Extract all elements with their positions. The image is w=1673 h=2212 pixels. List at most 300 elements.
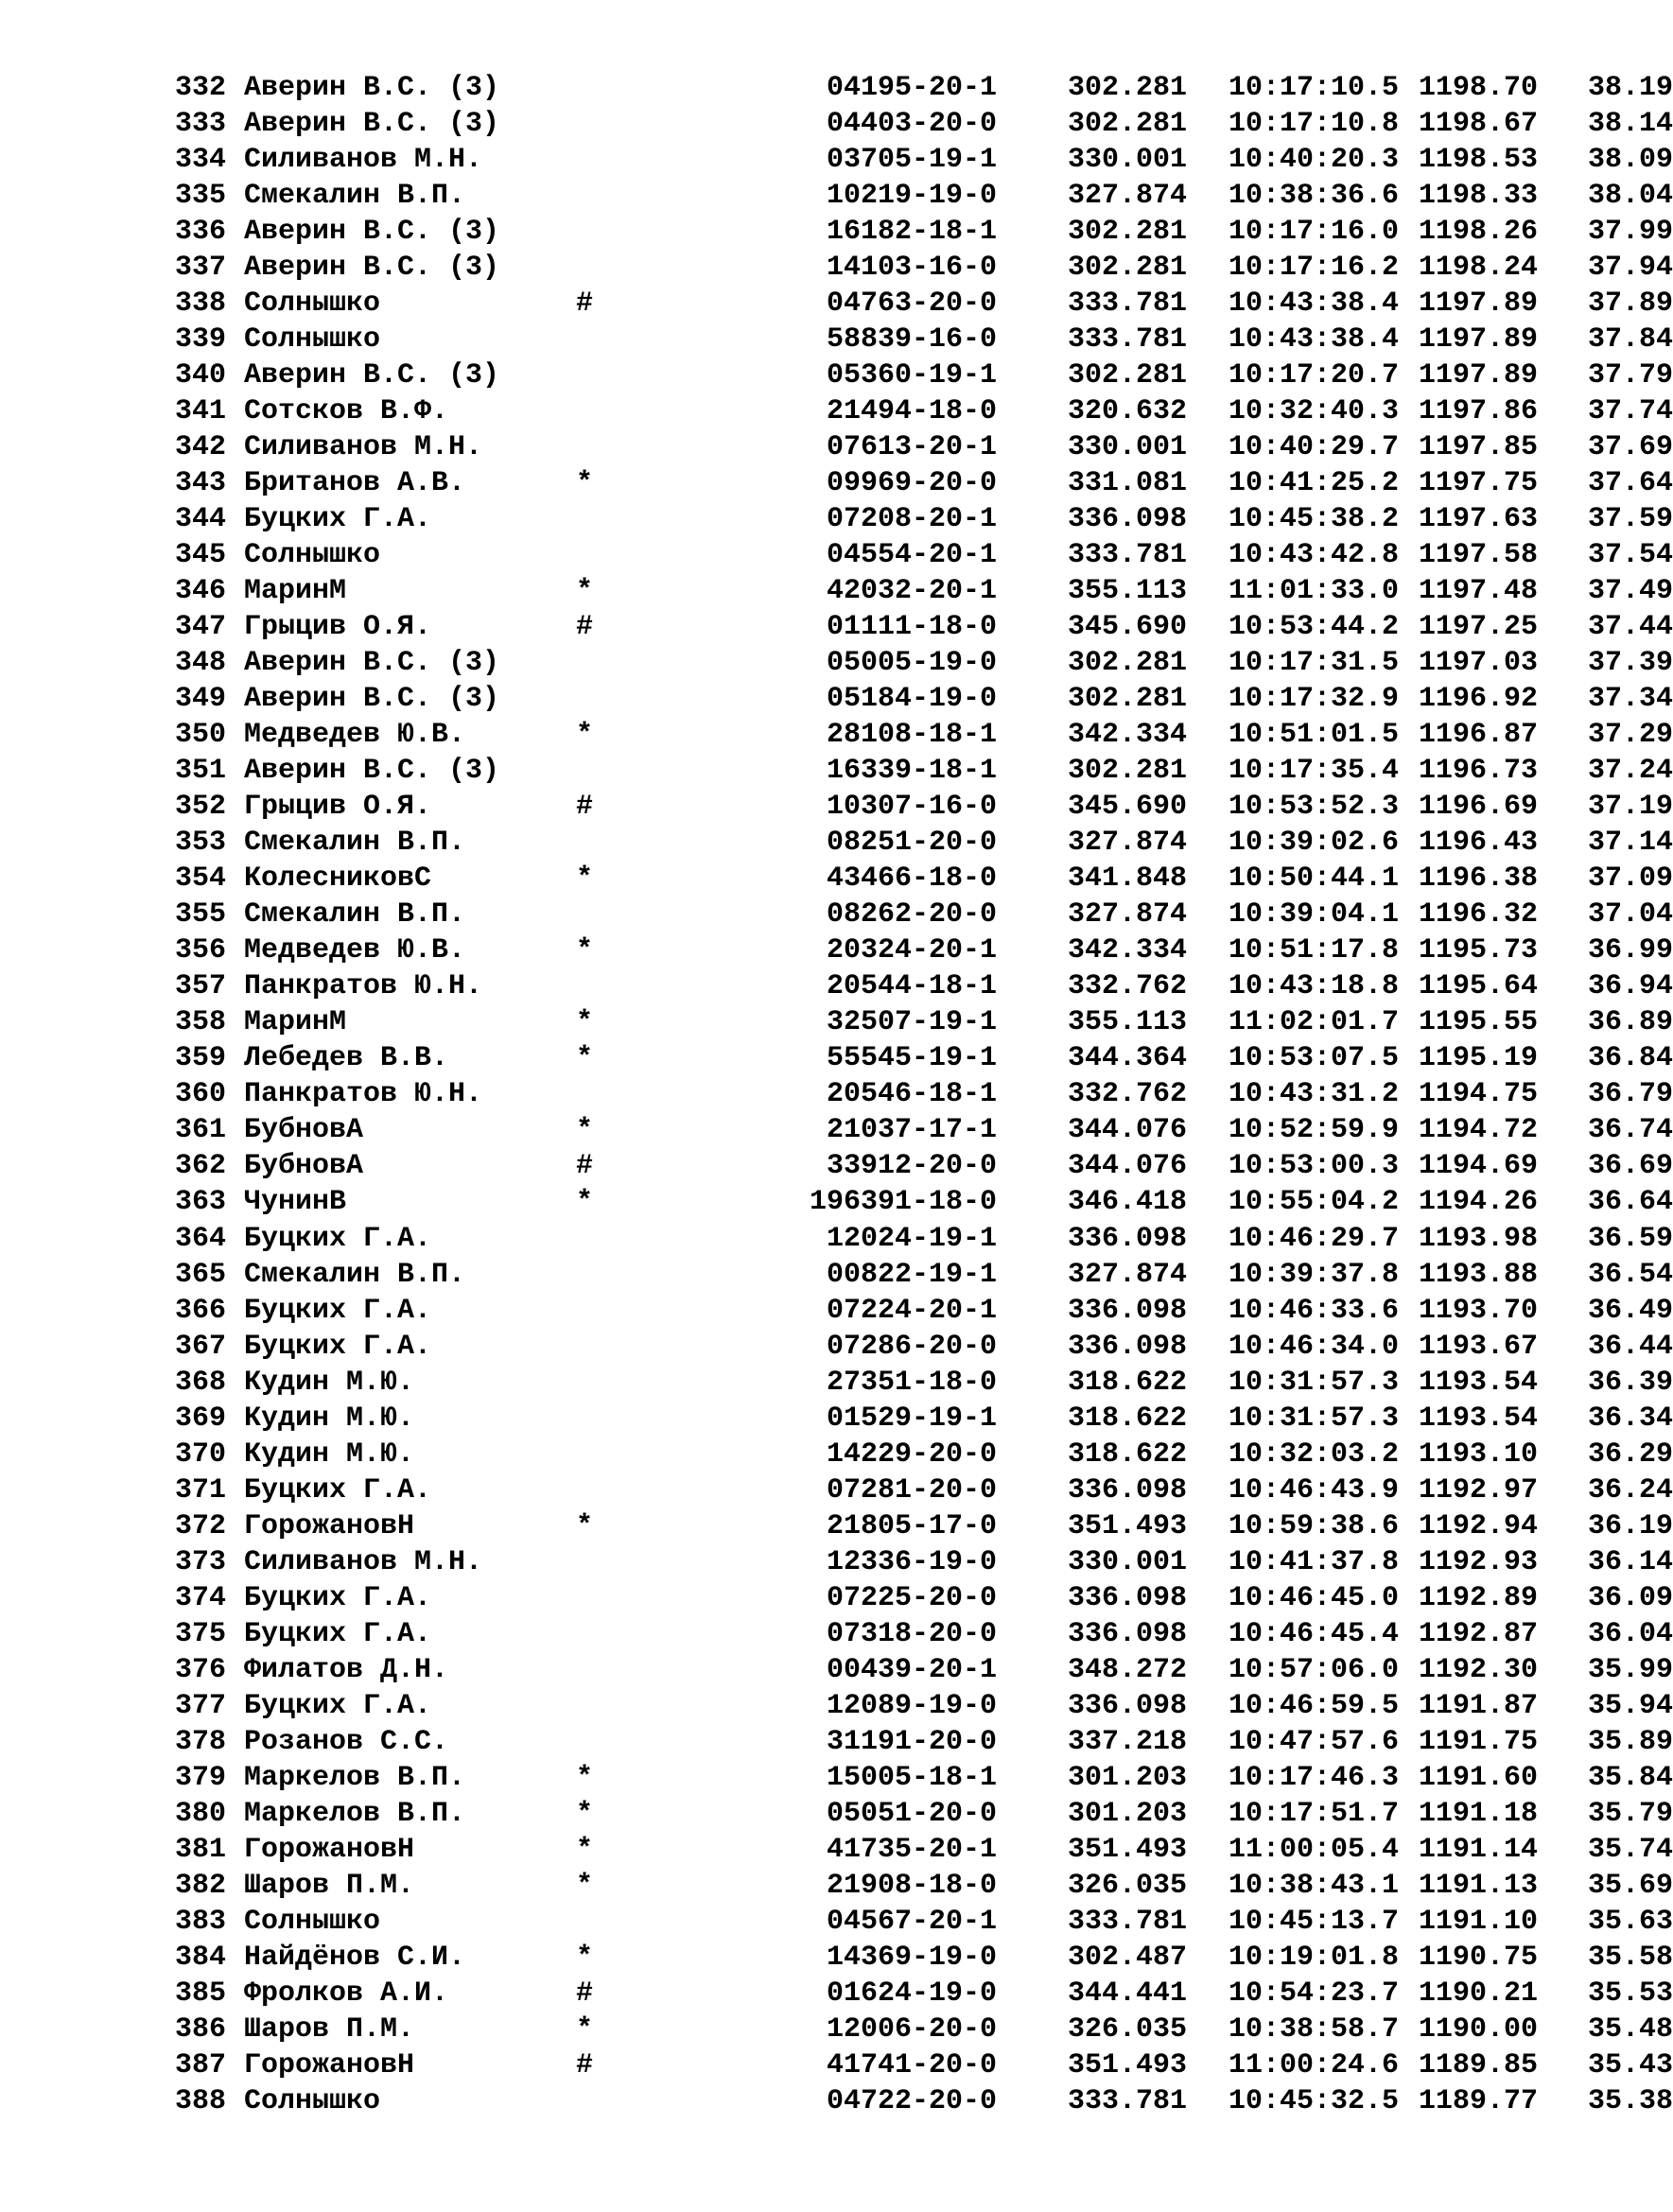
arrival-time: 10:41:25.2 [1228, 467, 1399, 500]
fancier-name: Кудин М.Ю. [244, 1437, 415, 1471]
fancier-name: ГорожановН [244, 1833, 415, 1866]
arrival-time: 10:43:42.8 [1228, 539, 1399, 572]
marker-symbol: # [575, 2048, 593, 2081]
arrival-time: 10:53:07.5 [1228, 1042, 1399, 1075]
distance: 336.098 [1067, 1330, 1187, 1363]
place-number: 367 [174, 1330, 226, 1363]
table-row [161, 1868, 1673, 1904]
distance: 336.098 [1067, 1617, 1187, 1650]
score: 35.99 [1587, 1653, 1673, 1686]
speed: 1197.63 [1418, 503, 1538, 536]
speed: 1197.89 [1418, 287, 1538, 321]
distance: 351.493 [1067, 2048, 1187, 2081]
distance: 330.001 [1067, 144, 1187, 177]
speed: 1191.13 [1418, 1869, 1538, 1902]
fancier-name: Лебедев В.В. [244, 1042, 449, 1075]
marker-symbol: * [575, 1114, 593, 1147]
speed: 1192.87 [1418, 1617, 1538, 1650]
arrival-time: 10:31:57.3 [1228, 1366, 1399, 1399]
place-number: 379 [174, 1761, 226, 1794]
speed: 1189.77 [1418, 2084, 1538, 2117]
distance: 345.690 [1067, 611, 1187, 644]
distance: 327.874 [1067, 180, 1187, 213]
fancier-name: Смекалин В.П. [244, 898, 466, 932]
score: 36.94 [1587, 970, 1673, 1003]
distance: 345.690 [1067, 791, 1187, 824]
distance: 327.874 [1067, 827, 1187, 860]
ring-number: 04567-20-1 [826, 1905, 997, 1938]
ring-number: 33912-20-0 [826, 1150, 997, 1183]
table-row [161, 897, 1673, 932]
table-row [161, 1904, 1673, 1940]
distance: 302.281 [1067, 755, 1187, 788]
score: 36.14 [1587, 1545, 1673, 1578]
place-number: 341 [174, 395, 226, 428]
distance: 302.281 [1067, 72, 1187, 104]
place-number: 371 [174, 1473, 226, 1507]
arrival-time: 10:17:20.7 [1228, 359, 1399, 392]
score: 37.49 [1587, 575, 1673, 608]
arrival-time: 10:43:18.8 [1228, 970, 1399, 1003]
place-number: 339 [174, 323, 226, 357]
score: 37.19 [1587, 791, 1673, 824]
score: 35.89 [1587, 1725, 1673, 1758]
fancier-name: Филатов Д.Н. [244, 1653, 449, 1686]
table-row [161, 789, 1673, 825]
arrival-time: 10:45:13.7 [1228, 1905, 1399, 1938]
speed: 1196.92 [1418, 683, 1538, 716]
score: 36.64 [1587, 1186, 1673, 1219]
marker-symbol: * [575, 2012, 593, 2046]
fancier-name: Аверин В.С. (3) [244, 72, 500, 104]
distance: 333.781 [1067, 323, 1187, 357]
ring-number: 21037-17-1 [826, 1114, 997, 1147]
table-row [161, 1401, 1673, 1437]
fancier-name: Британов А.В. [244, 467, 466, 500]
speed: 1192.97 [1418, 1473, 1538, 1507]
score: 36.84 [1587, 1042, 1673, 1075]
ring-number: 03705-19-1 [826, 144, 997, 177]
place-number: 375 [174, 1617, 226, 1650]
ring-number: 21908-18-0 [826, 1869, 997, 1902]
speed: 1194.26 [1418, 1186, 1538, 1219]
distance: 302.281 [1067, 252, 1187, 285]
arrival-time: 10:17:35.4 [1228, 755, 1399, 788]
speed: 1197.75 [1418, 467, 1538, 500]
fancier-name: Силиванов М.Н. [244, 1545, 483, 1578]
table-row [161, 1544, 1673, 1580]
marker-symbol: * [575, 934, 593, 967]
arrival-time: 10:17:16.2 [1228, 252, 1399, 285]
distance: 336.098 [1067, 503, 1187, 536]
arrival-time: 10:46:59.5 [1228, 1689, 1399, 1722]
marker-symbol: * [575, 719, 593, 752]
table-row [161, 717, 1673, 753]
fancier-name: Аверин В.С. (3) [244, 647, 500, 680]
arrival-time: 10:51:17.8 [1228, 934, 1399, 967]
distance: 302.487 [1067, 1941, 1187, 1974]
table-row [161, 1616, 1673, 1652]
speed: 1193.67 [1418, 1330, 1538, 1363]
arrival-time: 10:38:58.7 [1228, 2012, 1399, 2046]
score: 36.99 [1587, 934, 1673, 967]
ring-number: 32507-19-1 [826, 1006, 997, 1039]
table-row [161, 2083, 1673, 2119]
distance: 344.364 [1067, 1042, 1187, 1075]
arrival-time: 10:32:03.2 [1228, 1437, 1399, 1471]
speed: 1192.94 [1418, 1509, 1538, 1542]
place-number: 344 [174, 503, 226, 536]
score: 35.48 [1587, 2012, 1673, 2046]
distance: 344.441 [1067, 1977, 1187, 2010]
score: 38.19 [1587, 72, 1673, 104]
place-number: 338 [174, 287, 226, 321]
score: 37.39 [1587, 647, 1673, 680]
score: 37.99 [1587, 216, 1673, 249]
score: 35.63 [1587, 1905, 1673, 1938]
fancier-name: Аверин В.С. (3) [244, 108, 500, 141]
distance: 355.113 [1067, 575, 1187, 608]
arrival-time: 10:45:38.2 [1228, 503, 1399, 536]
ring-number: 01624-19-0 [826, 1977, 997, 2010]
place-number: 343 [174, 467, 226, 500]
table-row [161, 1148, 1673, 1184]
ring-number: 16339-18-1 [826, 755, 997, 788]
fancier-name: Смекалин В.П. [244, 180, 466, 213]
results-list [161, 70, 1673, 2119]
score: 35.69 [1587, 1869, 1673, 1902]
speed: 1196.32 [1418, 898, 1538, 932]
ring-number: 08251-20-0 [826, 827, 997, 860]
arrival-time: 10:17:10.5 [1228, 72, 1399, 104]
speed: 1193.10 [1418, 1437, 1538, 1471]
table-row [161, 1293, 1673, 1329]
table-row [161, 2012, 1673, 2047]
score: 37.14 [1587, 827, 1673, 860]
arrival-time: 10:40:29.7 [1228, 431, 1399, 464]
table-row [161, 142, 1673, 178]
marker-symbol: * [575, 467, 593, 500]
distance: 301.203 [1067, 1797, 1187, 1830]
table-row [161, 932, 1673, 968]
place-number: 337 [174, 252, 226, 285]
place-number: 342 [174, 431, 226, 464]
score: 37.69 [1587, 431, 1673, 464]
fancier-name: БубновА [244, 1150, 364, 1183]
speed: 1192.89 [1418, 1581, 1538, 1614]
table-row [161, 1652, 1673, 1688]
ring-number: 01111-18-0 [826, 611, 997, 644]
arrival-time: 10:45:32.5 [1228, 2084, 1399, 2117]
fancier-name: Кудин М.Ю. [244, 1402, 415, 1435]
speed: 1197.25 [1418, 611, 1538, 644]
fancier-name: Найдёнов С.И. [244, 1941, 466, 1974]
distance: 344.076 [1067, 1150, 1187, 1183]
score: 36.24 [1587, 1473, 1673, 1507]
distance: 336.098 [1067, 1222, 1187, 1255]
distance: 302.281 [1067, 108, 1187, 141]
speed: 1193.54 [1418, 1366, 1538, 1399]
ring-number: 12089-19-0 [826, 1689, 997, 1722]
table-row [161, 393, 1673, 429]
table-row [161, 753, 1673, 789]
arrival-time: 10:17:32.9 [1228, 683, 1399, 716]
score: 35.79 [1587, 1797, 1673, 1830]
score: 36.79 [1587, 1078, 1673, 1111]
speed: 1191.14 [1418, 1833, 1538, 1866]
ring-number: 05005-19-0 [826, 647, 997, 680]
place-number: 381 [174, 1833, 226, 1866]
speed: 1197.89 [1418, 359, 1538, 392]
place-number: 353 [174, 827, 226, 860]
table-row [161, 1940, 1673, 1976]
score: 36.19 [1587, 1509, 1673, 1542]
table-row [161, 1437, 1673, 1472]
place-number: 384 [174, 1941, 226, 1974]
place-number: 385 [174, 1977, 226, 2010]
marker-symbol: * [575, 1042, 593, 1075]
score: 36.49 [1587, 1294, 1673, 1327]
distance: 331.081 [1067, 467, 1187, 500]
ring-number: 00822-19-1 [826, 1258, 997, 1291]
marker-symbol: * [575, 1006, 593, 1039]
ring-number: 21805-17-0 [826, 1509, 997, 1542]
score: 37.04 [1587, 898, 1673, 932]
arrival-time: 10:38:36.6 [1228, 180, 1399, 213]
score: 36.44 [1587, 1330, 1673, 1363]
place-number: 369 [174, 1402, 226, 1435]
score: 37.94 [1587, 252, 1673, 285]
table-row [161, 106, 1673, 142]
place-number: 370 [174, 1437, 226, 1471]
score: 35.74 [1587, 1833, 1673, 1866]
score: 35.58 [1587, 1941, 1673, 1974]
distance: 332.762 [1067, 970, 1187, 1003]
arrival-time: 10:17:51.7 [1228, 1797, 1399, 1830]
fancier-name: Аверин В.С. (3) [244, 359, 500, 392]
distance: 341.848 [1067, 862, 1187, 896]
score: 37.09 [1587, 862, 1673, 896]
speed: 1192.93 [1418, 1545, 1538, 1578]
speed: 1197.58 [1418, 539, 1538, 572]
distance: 333.781 [1067, 1905, 1187, 1938]
fancier-name: Буцких Г.А. [244, 503, 432, 536]
place-number: 334 [174, 144, 226, 177]
marker-symbol: * [575, 1509, 593, 1542]
score: 37.64 [1587, 467, 1673, 500]
speed: 1198.24 [1418, 252, 1538, 285]
fancier-name: Смекалин В.П. [244, 827, 466, 860]
ring-number: 41741-20-0 [826, 2048, 997, 2081]
score: 36.59 [1587, 1222, 1673, 1255]
ring-number: 04554-20-1 [826, 539, 997, 572]
arrival-time: 10:31:57.3 [1228, 1402, 1399, 1435]
ring-number: 04403-20-0 [826, 108, 997, 141]
table-row [161, 1076, 1673, 1112]
table-row [161, 1796, 1673, 1832]
table-row [161, 1112, 1673, 1148]
place-number: 333 [174, 108, 226, 141]
score: 37.54 [1587, 539, 1673, 572]
arrival-time: 10:46:33.6 [1228, 1294, 1399, 1327]
place-number: 373 [174, 1545, 226, 1578]
ring-number: 04763-20-0 [826, 287, 997, 321]
fancier-name: Маркелов В.П. [244, 1761, 466, 1794]
ring-number: 09969-20-0 [826, 467, 997, 500]
score: 35.53 [1587, 1977, 1673, 2010]
fancier-name: Аверин В.С. (3) [244, 683, 500, 716]
arrival-time: 10:46:45.0 [1228, 1581, 1399, 1614]
fancier-name: ЧунинВ [244, 1186, 347, 1219]
score: 37.44 [1587, 611, 1673, 644]
distance: 320.632 [1067, 395, 1187, 428]
speed: 1198.70 [1418, 72, 1538, 104]
ring-number: 14229-20-0 [826, 1437, 997, 1471]
table-row [161, 1257, 1673, 1293]
speed: 1192.30 [1418, 1653, 1538, 1686]
place-number: 346 [174, 575, 226, 608]
arrival-time: 10:39:02.6 [1228, 827, 1399, 860]
distance: 326.035 [1067, 1869, 1187, 1902]
place-number: 368 [174, 1366, 226, 1399]
place-number: 361 [174, 1114, 226, 1147]
arrival-time: 10:19:01.8 [1228, 1941, 1399, 1974]
place-number: 387 [174, 2048, 226, 2081]
distance: 351.493 [1067, 1833, 1187, 1866]
fancier-name: Солнышко [244, 2084, 381, 2117]
arrival-time: 10:55:04.2 [1228, 1186, 1399, 1219]
table-row [161, 501, 1673, 537]
distance: 301.203 [1067, 1761, 1187, 1794]
arrival-time: 10:43:38.4 [1228, 287, 1399, 321]
score: 38.14 [1587, 108, 1673, 141]
distance: 333.781 [1067, 539, 1187, 572]
speed: 1197.89 [1418, 323, 1538, 357]
place-number: 340 [174, 359, 226, 392]
ring-number: 27351-18-0 [826, 1366, 997, 1399]
ring-number: 31191-20-0 [826, 1725, 997, 1758]
arrival-time: 10:57:06.0 [1228, 1653, 1399, 1686]
distance: 332.762 [1067, 1078, 1187, 1111]
arrival-time: 10:53:52.3 [1228, 791, 1399, 824]
place-number: 378 [174, 1725, 226, 1758]
arrival-time: 10:43:31.2 [1228, 1078, 1399, 1111]
fancier-name: Солнышко [244, 323, 381, 357]
ring-number: 58839-16-0 [826, 323, 997, 357]
ring-number: 12006-20-0 [826, 2012, 997, 2046]
fancier-name: Буцких Г.А. [244, 1617, 432, 1650]
place-number: 350 [174, 719, 226, 752]
fancier-name: ГорожановН [244, 2048, 415, 2081]
marker-symbol: * [575, 575, 593, 608]
table-row [161, 968, 1673, 1004]
fancier-name: Солнышко [244, 1905, 381, 1938]
speed: 1197.85 [1418, 431, 1538, 464]
score: 36.34 [1587, 1402, 1673, 1435]
speed: 1194.69 [1418, 1150, 1538, 1183]
arrival-time: 10:47:57.6 [1228, 1725, 1399, 1758]
speed: 1196.87 [1418, 719, 1538, 752]
ring-number: 04195-20-1 [826, 72, 997, 104]
score: 35.43 [1587, 2048, 1673, 2081]
table-row [161, 1724, 1673, 1760]
ring-number: 05184-19-0 [826, 683, 997, 716]
marker-symbol: * [575, 862, 593, 896]
marker-symbol: # [575, 611, 593, 644]
place-number: 354 [174, 862, 226, 896]
distance: 318.622 [1067, 1366, 1187, 1399]
table-row [161, 1221, 1673, 1257]
speed: 1196.38 [1418, 862, 1538, 896]
ring-number: 10219-19-0 [826, 180, 997, 213]
arrival-time: 10:52:59.9 [1228, 1114, 1399, 1147]
table-row [161, 214, 1673, 250]
arrival-time: 10:17:46.3 [1228, 1761, 1399, 1794]
table-row [161, 1184, 1673, 1220]
place-number: 383 [174, 1905, 226, 1938]
distance: 302.281 [1067, 647, 1187, 680]
table-row [161, 537, 1673, 573]
score: 37.34 [1587, 683, 1673, 716]
distance: 344.076 [1067, 1114, 1187, 1147]
ring-number: 14369-19-0 [826, 1941, 997, 1974]
table-row [161, 1976, 1673, 2012]
table-row [161, 70, 1673, 106]
table-row [161, 465, 1673, 501]
table-row [161, 250, 1673, 286]
arrival-time: 10:17:31.5 [1228, 647, 1399, 680]
arrival-time: 10:46:29.7 [1228, 1222, 1399, 1255]
table-row [161, 861, 1673, 897]
arrival-time: 10:41:37.8 [1228, 1545, 1399, 1578]
arrival-time: 10:46:43.9 [1228, 1473, 1399, 1507]
arrival-time: 10:46:45.4 [1228, 1617, 1399, 1650]
arrival-time: 10:39:04.1 [1228, 898, 1399, 932]
score: 37.24 [1587, 755, 1673, 788]
table-row [161, 322, 1673, 357]
distance: 342.334 [1067, 719, 1187, 752]
ring-number: 07208-20-1 [826, 503, 997, 536]
distance: 342.334 [1067, 934, 1187, 967]
speed: 1189.85 [1418, 2048, 1538, 2081]
score: 36.69 [1587, 1150, 1673, 1183]
arrival-time: 10:46:34.0 [1228, 1330, 1399, 1363]
fancier-name: Медведев Ю.В. [244, 719, 466, 752]
arrival-time: 10:40:20.3 [1228, 144, 1399, 177]
table-row [161, 825, 1673, 861]
table-row [161, 1365, 1673, 1401]
speed: 1198.67 [1418, 108, 1538, 141]
distance: 302.281 [1067, 216, 1187, 249]
distance: 351.493 [1067, 1509, 1187, 1542]
arrival-time: 10:32:40.3 [1228, 395, 1399, 428]
score: 36.39 [1587, 1366, 1673, 1399]
place-number: 386 [174, 2012, 226, 2046]
fancier-name: ГорожановН [244, 1509, 415, 1542]
place-number: 332 [174, 72, 226, 104]
place-number: 374 [174, 1581, 226, 1614]
ring-number: 12024-19-1 [826, 1222, 997, 1255]
score: 35.38 [1587, 2084, 1673, 2117]
ring-number: 196391-18-0 [809, 1186, 997, 1219]
fancier-name: Буцких Г.А. [244, 1330, 432, 1363]
score: 36.29 [1587, 1437, 1673, 1471]
place-number: 336 [174, 216, 226, 249]
ring-number: 14103-16-0 [826, 252, 997, 285]
ring-number: 20324-20-1 [826, 934, 997, 967]
arrival-time: 11:00:05.4 [1228, 1833, 1399, 1866]
ring-number: 10307-16-0 [826, 791, 997, 824]
